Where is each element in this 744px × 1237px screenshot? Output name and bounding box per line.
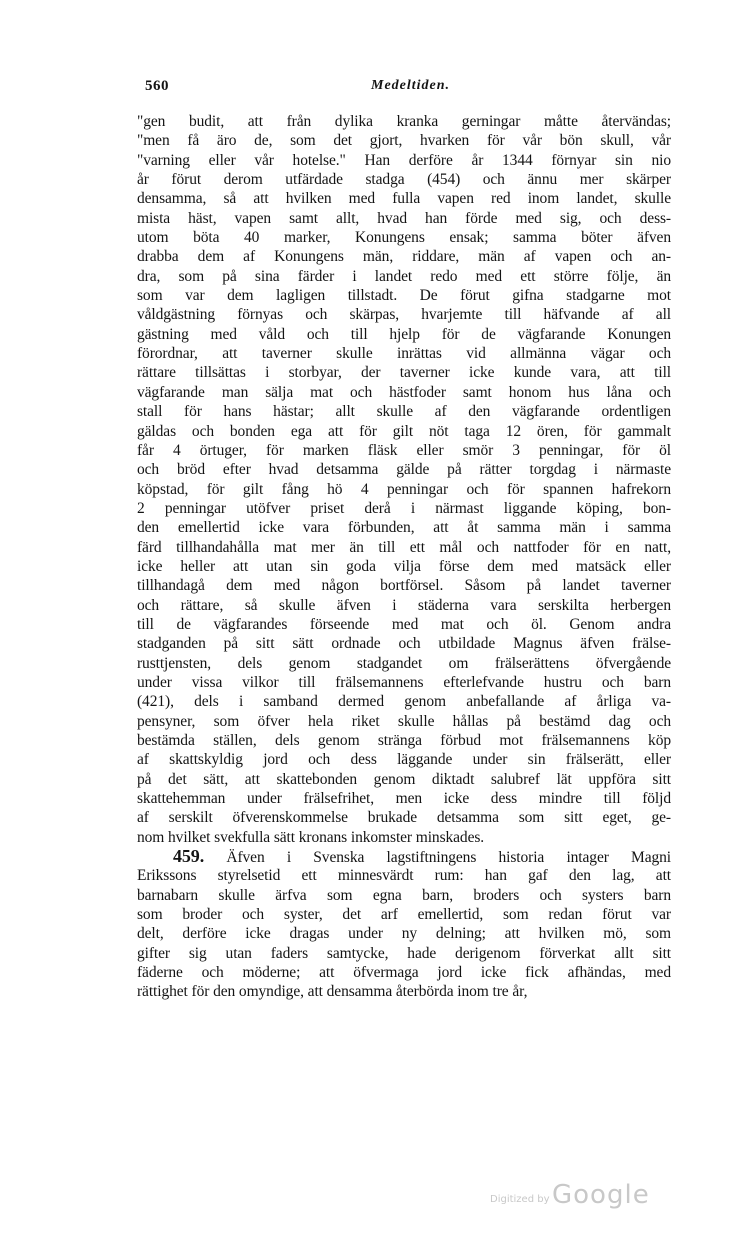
text-line: densamma, så att hvilken med fulla vapen red inom landet, skulle xyxy=(137,190,671,208)
text-line: förordnar, att taverner skulle inrättas vid allmänna vägar och xyxy=(137,345,671,363)
google-logo: Google xyxy=(552,1180,650,1210)
text-line: färd tillhandahålla mat mer än till ett mål och nattfoder för en natt, xyxy=(137,538,671,556)
text-line: rusttjensten, dels genom stadgandet om frälserättens öfvergående xyxy=(137,654,671,672)
text-line: rättare tillsättas i storbyar, der taverner icke kunde vara, att till xyxy=(137,364,671,382)
text-line: stadganden på sitt sätt ordnade och utbildade Magnus äfven frälse- xyxy=(137,635,671,653)
text-line: bestämda ställen, dels genom stränga förbud mot frälsemannens köp xyxy=(137,732,671,749)
text-line-content: Äfven i Svenska lagstiftningens historia intager Magni xyxy=(204,849,671,867)
text-line: köpstad, för gilt fång hö 4 penningar och för spannen hafrekorn xyxy=(137,480,671,498)
text-line: skattehemman under frälsefrihet, men icke dess mindre till följd xyxy=(137,790,671,808)
text-line: gästning med våld och till hjelp för de vägfarande Konungen xyxy=(137,325,671,343)
text-line: drabba dem af Konungens män, riddare, män af vapen och an- xyxy=(137,248,671,266)
text-line: "varning eller vår hotelse." Han derföre år 1344 förnyar sin nio xyxy=(137,151,671,169)
text-line: mista häst, vapen samt allt, hvad han förde med sig, och dess- xyxy=(137,209,671,227)
text-line: den emellertid icke vara förbunden, att åt samma män i samma xyxy=(137,519,671,537)
paragraph-2-section-459 xyxy=(137,847,671,1002)
text-line: rättighet för den omyndige, att densamma återbörda inom tre år, xyxy=(137,983,528,1001)
text-line: (421), dels i samband dermed genom anbefallande af årliga va- xyxy=(137,693,671,711)
page-number: 560 xyxy=(145,78,169,94)
text-line: nom hvilket svekfulla sätt kronans inkomster minskades. xyxy=(137,828,485,846)
digitized-watermark xyxy=(490,1180,650,1220)
text-line: stall för hans hästar; allt skulle af den vägfarande ordentligen xyxy=(137,403,671,421)
text-line: på det sätt, att skattebonden genom diktadt salubref lät uppföra sitt xyxy=(137,770,671,788)
text-line: får 4 örtuger, för marken fläsk eller smör 3 penningar, för öl xyxy=(137,441,671,459)
text-line: pensyner, som öfver hela riket skulle hållas på bestämd dag och xyxy=(137,712,671,730)
text-line: och bröd efter hvad detsamma gälde på rätter torgdag i närmaste xyxy=(137,461,671,479)
body-text xyxy=(137,112,671,1002)
text-line: och rättare, så skulle äfven i städerna vara serskilta herbergen xyxy=(137,596,671,614)
watermark-prefix: Digitized by xyxy=(490,1194,550,1205)
text-line: af serskilt öfverenskommelse brukade detsamma som sitt eget, ge- xyxy=(137,809,671,827)
text-line: Erikssons styrelsetid ett minnesvärdt rum: han gaf den lag, att xyxy=(137,867,671,885)
text-line: som var dem lagligen tillstadt. De förut gifna stadgarne mot xyxy=(137,287,671,305)
text-line: tillhandagå dem med någon bortförsel. Såsom på landet taverner xyxy=(137,577,671,595)
text-line: gifter sig utan faders samtycke, hade derigenom förverkat allt sitt xyxy=(137,944,671,962)
text-line: "men få äro de, som det gjort, hvarken för vår bön skull, vår xyxy=(137,132,671,150)
text-line: utom böta 40 marker, Konungens ensak; samma böter äfven xyxy=(137,229,671,247)
text-line xyxy=(137,847,671,866)
text-line: fäderne och möderne; att öfvermaga jord icke fick afhändas, med xyxy=(137,964,671,982)
text-line: år förut derom utfärdade stadga (454) och ännu mer skärper xyxy=(137,171,671,189)
text-line: våldgästning förnyas och skärpas, hvarjemte till häfvande af all xyxy=(137,306,671,324)
text-line: af skattskyldig jord och dess läggande under sin frälserätt, eller xyxy=(137,751,671,769)
text-line: "gen budit, att från dylika kranka gerningar måtte återvändas; xyxy=(137,113,671,130)
text-line: vägfarande man sälja mat och hästfoder samt honom hus låna och xyxy=(137,383,671,401)
text-line: till de vägfarandes förseende med mat och öl. Genom andra xyxy=(137,615,671,633)
text-line: under vissa vilkor till frälsemannens efterlefvande hustru och barn xyxy=(137,673,671,691)
text-line: delt, derföre icke dragas under ny delning; att hvilken mö, som xyxy=(137,925,671,943)
running-title: Medeltiden. xyxy=(371,78,451,93)
text-line: barnabarn skulle ärfva som egna barn, broders och systers barn xyxy=(137,886,671,904)
text-line: som broder och syster, det arf emellertid, som redan förut var xyxy=(137,906,671,924)
text-line: dra, som på sina färder i landet redo med ett större följe, än xyxy=(137,267,671,285)
page-header xyxy=(145,78,671,100)
section-number: 459. xyxy=(173,846,205,867)
text-line: 2 penningar utöfver priset derå i närmast liggande köping, bon- xyxy=(137,499,671,517)
paragraph-1 xyxy=(137,112,671,847)
text-line: icke heller att utan sin goda vilja förse dem med matsäck eller xyxy=(137,557,671,575)
text-line: gäldas och bonden ega att för gilt nöt taga 12 ören, för gammalt xyxy=(137,422,671,440)
